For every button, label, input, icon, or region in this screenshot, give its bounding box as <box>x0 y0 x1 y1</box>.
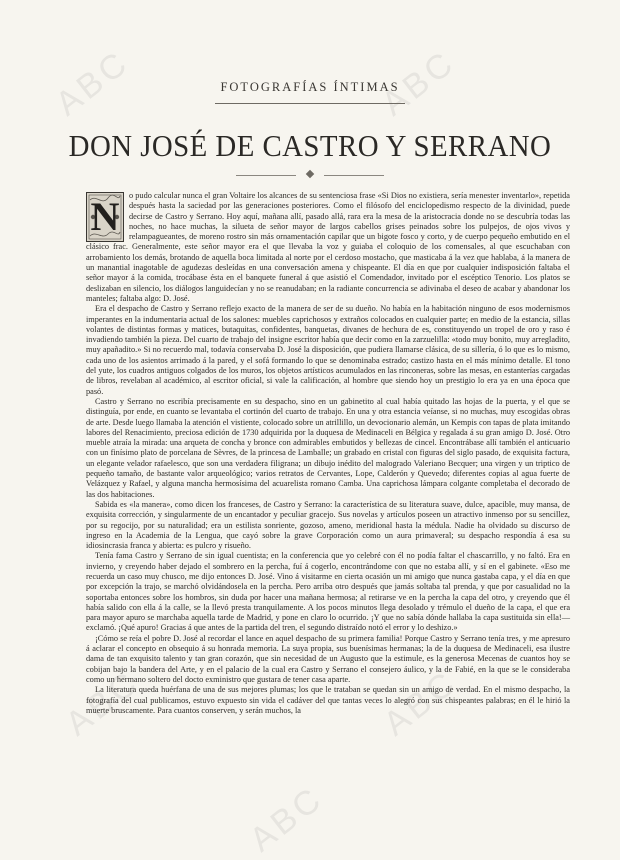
article-paragraph: Era el despacho de Castro y Serrano reflejo exacto de la manera de ser de su dueño. No había en la habitación ninguno de esos modernismos imperantes en la indumentaria actual de los salones: muebles caprichosos y extraños colocados en cualquier parte; en medio de la estancia, sillas volantes de distintas formas y matices, butaquitas, confidentes, banquetas, divanes de hechura de es, constituyendo un tropel de oro y raso é invadiendo también la pieza. Del cuarto de trabajo del insigne escritor había que decir como en la zarzuelilla: «todo muy bonito, muy arregladito, muy apañadito.» Si no recuerdo mal, todavía conservaba D. José la disposición, que pudiera llamarse clásica, de su sillería, ó lo que es lo mismo, cada uno de los asientos arrimado á la pared, y el sofá formando lo que se denominaba estrado; castizo hasta en el más mínimo detalle. El tono del yute, los cuadros antiguos colgados de los muros, los objetos artísticos acumulados en las rinconeras, sobre las mesas, en estanterías cargadas de libros, revelaban al académico, al escritor oficial, si vale la calificación, al hombre que siendo hoy un prestigio lo era ya en una época que pasó. <box>86 304 570 396</box>
dropcap-letter: N <box>90 194 120 239</box>
title-ornament-line <box>324 175 384 176</box>
article-paragraph: ¡Cómo se reía el pobre D. José al recordar el lance en aquel despacho de su primera familia! Porque Castro y Serrano tenía tres, y me apresuro á aclarar el concepto en obsequio á su honrada memoria. La suya propia, sus buenísimas hermanas; la de la duquesa de Medinaceli, esa ilustre dama de tan exquisito talento y tan gran corazón, que sin necesidad de un Augusto que la estimule, es la generosa Mecenas de cuantos hoy se cobijan bajo la bandera del Arte, y en el palacio de la cual era Castro y Serrano el consejero áulico, y la de Fabié, en la que se le consideraba como un hermano soltero del docto exministro que gustara de tener casa aparte. <box>86 633 570 684</box>
article-paragraph <box>86 191 570 304</box>
abc-watermark: ABC <box>374 42 463 124</box>
title-ornament-diamond <box>306 170 314 178</box>
article-paragraph: La literatura queda huérfana de una de sus mejores plumas; los que le trataban se quedan sin un amigo de verdad. En el mismo despacho, la fotografía del cual publicamos, estuvo expuesto sin vida el cadáver del que tantas veces lo alegró con sus chispeantes palabras; en él le hirió la muerte bruscamente. Para cuantos conserven, y serán muchos, la <box>86 685 570 715</box>
article-paragraph: Tenía fama Castro y Serrano de sin igual cuentista; en la conferencia que yo celebré con él no podía faltar el chascarrillo, y no faltó. Era en invierno, y creyendo haber dejado el sombrero en la percha, fuí á cogerlo, encontrándome con que no estaba allí, y sí en el gabinete. «Eso me recuerda un caso muy chusco, me dijo entonces D. José. Vino á visitarme en cierta ocasión un mi amigo que nunca gastaba capa, y el día en que por excepción la trajo, se marchó olvidándosela en la percha. Pero arriba otro después que jamás soltaba tal prenda, y que por casualidad no la soportaba entonces sobre los hombros, sin duda por hacer una mañana hermosa; al retirarse ve en la percha la capa del otro, y creyendo que él había salido con ella á la calle, se la llevó presta tranquilamente. A los pocos minutos llega desolado y trémulo el dueño de la capa, el que era para mayor apuro se marchaba aquella tarde de Madrid, y pone en claro lo ocurrido. ¡Y que no sabía dónde hallaba la capa sustituida sin ella!—exclamó. ¡Qué apuro! Gracias á que antes de la partida del tren, el segundo distraído notó el error y lo deshizo.» <box>86 551 570 633</box>
article-title: DON JOSÉ DE CASTRO Y SERRANO <box>68 128 552 163</box>
abc-watermark: ABC <box>48 42 137 124</box>
abc-watermark: ABC <box>376 662 465 744</box>
abc-watermark: ABC <box>58 662 147 744</box>
paragraph-text: o pudo calcular nunca el gran Voltaire los alcances de su sentenciosa frase «Si Dios no existiera, sería menester inventarlo», repetida después hasta la saciedad por las generaciones posteriores. Como el filósofo del enciclopedismo respecto de la divinidad, puede decirse de Castro y Serrano. Hoy aquí, mañana allí, pasado allá, rara era la mesa de la aristocracia donde no se descubría todas las noches, no hace muchas, la silueta de señor mayor de largos cabellos grises peinados sobre los pulpejos, de ojos vivos y relampagueantes, de moreno rostro sin más ornamentación capilar que un bigote fosco y corto, y de cuerpo pequeño embutido en el clásico frac. Generalmente, este señor mayor era el que llevaba la voz y guiaba el coloquio de los comensales, al que escuchaban con arrobamiento los demás, brotando de aquella boca limitada al norte por el cerdoso mostacho, que masticaba á la vez que hablaba, á la manera de un manantial inagotable de agudezas desleídas en una conversación amena y chispeante. El día en que por cualquier indisposición faltaba el señor mayor á la comida, trocábase ésta en el banquete funeral á que asistió el Comendador, invitado por el escéptico Tenorio. Los platos se deslizaban en silencio, los diálogos languidecían y no se reanudaban; en la radiante concurrencia se adivinaba el deseo de acabar y abandonar los manteles; faltaba algo: D. José. <box>86 191 570 303</box>
article-body <box>86 191 570 716</box>
title-ornament-line <box>236 175 296 176</box>
article-paragraph: Sabida es «la manera», como dicen los franceses, de Castro y Serrano: la característica de su literatura suave, dulce, apacible, muy mansa, de exquisita corrección, y singularmente de un encantador y peculiar gracejo. Sus novelas y artículos poseen un atractivo inmenso por su sencillez, por su regocijo, por su naturalidad; era un estilista sonriente, gozoso, ameno, meridional hasta la médula. Nadie ha olvidado su discurso de ingreso en la Academia de la Lengua, que cayó sobre la grave Corporación como un aura primaveral; su despacho respondía á esa su idiosincrasia franca y abierta: es pulcro y risueño. <box>86 499 570 551</box>
title-rule <box>215 103 405 104</box>
article-paragraph: Castro y Serrano no escribía precisamente en su despacho, sino en un gabinetito al cual había quitado las hojas de la puerta, y el que se distinguía, por ende, en cuanto se levantaba el cortinón del cuarto de trabajo. En una y otra estancia veíanse, si no muchas, muy escogidas obras de arte. Desde luego llamaba la atención el vistiente, colocado sobre un atrillillo, un devocionario alemán, un Kempis con tapas de plata imitando labores del Renacimiento, preciosa edición de 1730 adquirida por la duquesa de Medinaceli en Bélgica y regalada á su gran amigo D. José. Otro mueble atraía la mirada: una arqueta de concha y bronce con admirables embutidos y bellezas de cincel. Encontrábase allí también el anticuario con un finísimo plato de porcelana de Sèvres, de la princesa de Lamballe; un grabado en cristal con figuras del siglo pasado, de exquisita factura, un elegante velador rafaelesco, que son una verdadera filigrana; un dibujo inédito del malogrado Valeriano Becquer; una virgen y un triptico de pequeño tamaño, de bastante valor arqueológico; varios retratos de Cervantes, Lope, Calderón y Quevedo; diferentes copias al agua fuerte de Velázquez y Rafael, y alguna mancha hermosísima del acuarelista romano Camba. Una caprichosa lámpara colgante completaba el decorado de las dos habitaciones. <box>86 396 570 499</box>
abc-watermark: ABC <box>242 778 331 860</box>
section-title: FOTOGRAFÍAS ÍNTIMAS <box>220 80 400 94</box>
dropcap <box>86 192 124 242</box>
